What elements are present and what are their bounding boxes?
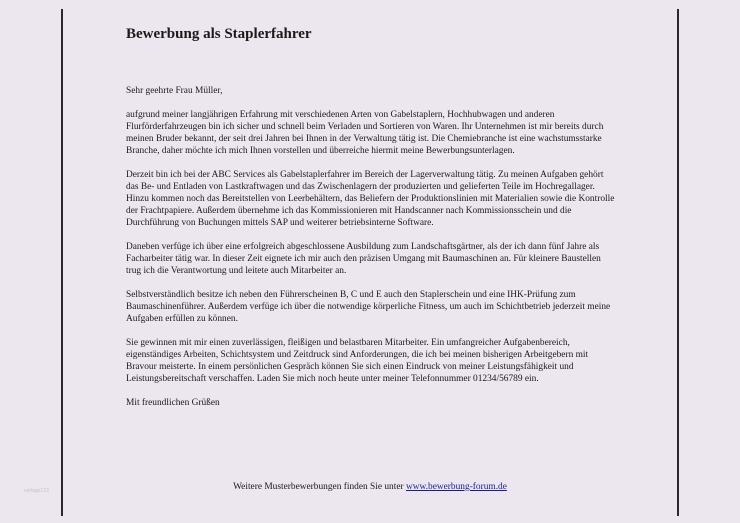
watermark-text: vorlage123	[24, 488, 49, 494]
footer-text: Weitere Musterbewerbungen finden Sie unter	[233, 482, 406, 492]
salutation: Sehr geehrte Frau Müller,	[126, 86, 223, 96]
paragraph-licenses: Selbstverständlich besitze ich neben den Führerscheinen B, C und E auch den Staplerschein und eine IHK-Prüfung zum Baumaschinenführer. Außerdem verfüge ich über die notwendige körperliche Fitness, um auch im Schichtbetrieb jederzeit meine Aufgaben erfüllen zu können.	[126, 290, 611, 324]
right-vertical-rule	[677, 9, 679, 516]
paragraph-closing-pitch: Sie gewinnen mit mir einen zuverlässigen, fleißigen und belastbaren Mitarbeiter. Ein umfangreicher Aufgabenbereich, eigenständiges Arbeiten, Schichtsystem und Zeitdruck sind Anforderungen, die ich bei meinen bisherigen Arbeitgebern mit Bravour meisterte. In einem persönlichen Gespräch können Sie sich einen Eindruck von meiner Leistungsfähigkeit und Leistungsbereitschaft verschaffen. Laden Sie mich noch heute unter meiner Telefonnummer 01234/56789 ein.	[126, 338, 589, 384]
closing-greeting: Mit freundlichen Grüßen	[126, 398, 220, 408]
left-vertical-rule	[61, 9, 63, 516]
paragraph-current-job: Derzeit bin ich bei der ABC Services als Gabelstaplerfahrer im Bereich der Lagerverwaltung tätig. Zu meinen Aufgaben gehört das Be- und Entladen von Lastkraftwagen und das Zwischenlagern der produzierten und gelieferten Teile im Hochregallager. Hinzu kommen noch das Bereitstellen von Leerbehältern, das Beliefern der Produktionslinien mit Materialien sowie die Kontrolle der Frachtpapiere. Außerdem übernehme ich das Kommissionieren mit Handscanner nach Kommissionsschein und die Durchführung von Buchungen mittels SAP und weiterer betriebsinterne Software.	[126, 170, 615, 228]
paragraph-training: Daneben verfüge ich über eine erfolgreich abgeschlossene Ausbildung zum Landschaftsgärtner, als der ich dann fünf Jahre als Facharbeiter tätig war. In dieser Zeit eignete ich mir auch den präzisen Umgang mit Baumaschinen an. Für kleinere Baustellen trug ich die Verantwortung und leitete auch Mitarbeiter an.	[126, 242, 601, 276]
letter-body	[126, 85, 616, 421]
footer	[0, 481, 740, 493]
letter-title: Bewerbung als Staplerfahrer	[126, 26, 312, 42]
paragraph-experience: aufgrund meiner langjährigen Erfahrung mit verschiedenen Arten von Gabelstaplern, Hochhubwagen und anderen Flurförderfahrzeugen bin ich sicher und schnell beim Verladen und Sortieren von Waren. Ihr Unternehmen ist mir bereits durch meinen Bruder bekannt, der seit drei Jahren bei Ihnen in der Verwaltung tätig ist. Die Chemiebranche ist eine wachstumsstarke Branche, daher möchte ich mich Ihnen vorstellen und überreiche hiermit meine Bewerbungsunterlagen.	[126, 110, 604, 156]
footer-link[interactable]: www.bewerbung-forum.de	[405, 482, 507, 492]
